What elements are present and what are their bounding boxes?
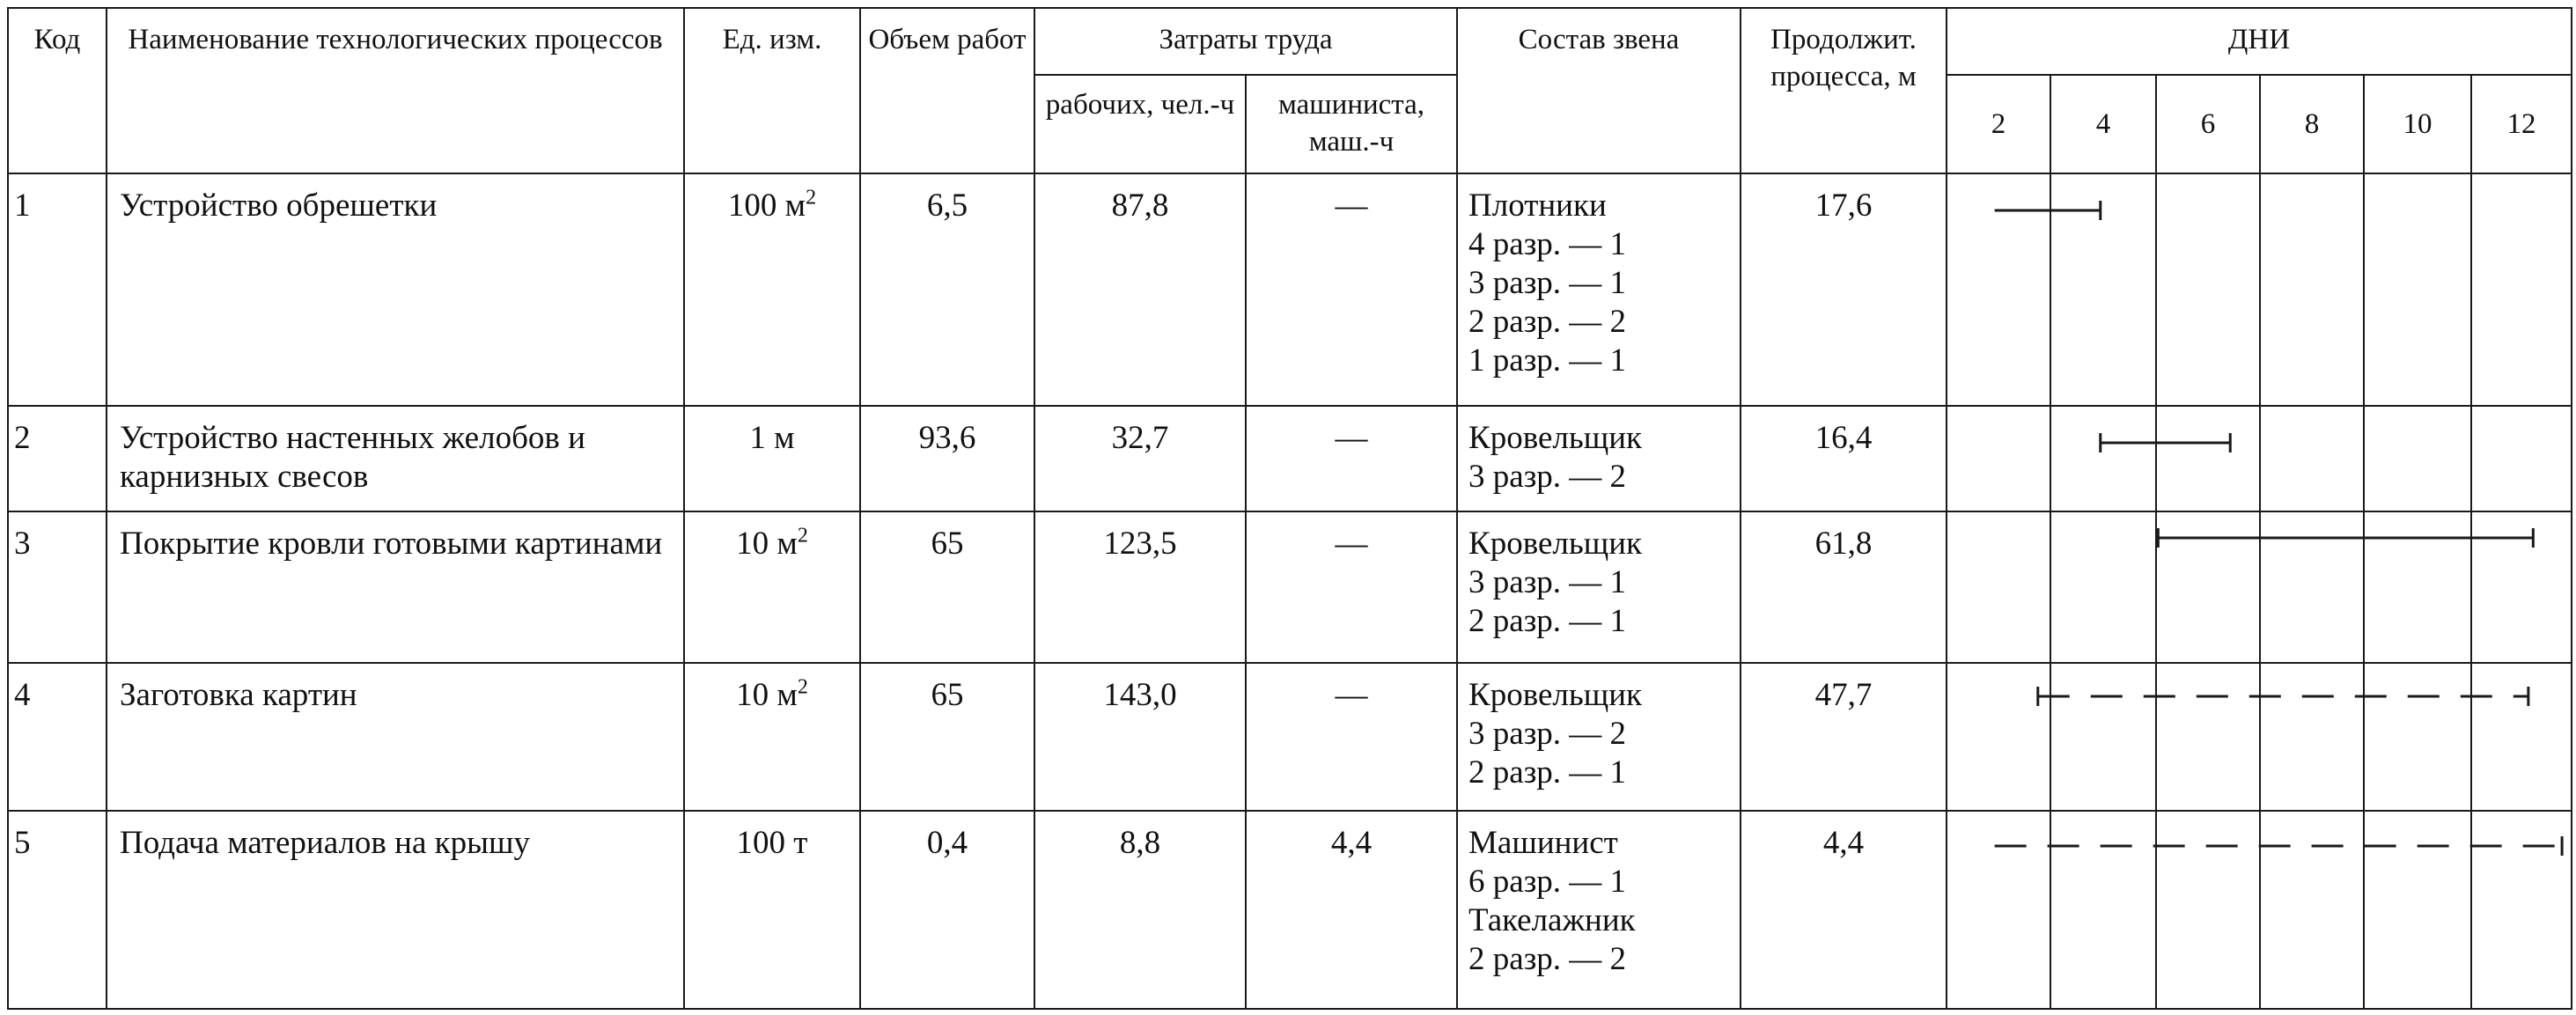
unit-base: 100 т (736, 825, 808, 861)
gantt-cell (1947, 511, 2050, 663)
row-volume: 0,4 (860, 811, 1034, 1009)
crew-line: Плотники (1468, 188, 1607, 224)
day-label: 8 (2260, 75, 2364, 173)
gantt-cell (2364, 406, 2471, 511)
table-row (8, 811, 2572, 1009)
gantt-cell (2471, 406, 2572, 511)
crew-line: 3 разр. — 2 (1468, 716, 1627, 752)
header-labor: Затраты труда (1034, 8, 1457, 75)
gantt-cell (1947, 173, 2050, 406)
row-unit (684, 663, 860, 811)
gantt-cell (2260, 173, 2364, 406)
unit-base: 10 м (736, 677, 798, 713)
header-days: ДНИ (1947, 8, 2572, 75)
gantt-cell (2050, 811, 2156, 1009)
gantt-cell (2260, 511, 2364, 663)
row-duration: 17,6 (1741, 173, 1947, 406)
row-duration: 61,8 (1741, 511, 1947, 663)
gantt-cell (2471, 511, 2572, 663)
row-unit (684, 511, 860, 663)
crew-line: 1 разр. — 1 (1468, 342, 1627, 379)
unit-base: 10 м (736, 526, 798, 562)
gantt-cell (2260, 811, 2364, 1009)
row-workers: 143,0 (1034, 663, 1246, 811)
gantt-cell (2156, 663, 2260, 811)
row-code: 1 (8, 173, 107, 406)
day-label: 12 (2471, 75, 2572, 173)
row-volume: 65 (860, 511, 1034, 663)
row-code: 4 (8, 663, 107, 811)
unit-sup: 2 (806, 186, 817, 210)
row-crew (1457, 511, 1741, 663)
gantt-cell (2050, 173, 2156, 406)
unit-base: 1 м (749, 420, 795, 456)
row-name: Покрытие кровли готовыми картинами (107, 511, 684, 663)
row-name: Устройство обрешетки (107, 173, 684, 406)
header-duration: Продолжит. процесса, м (1741, 8, 1947, 173)
gantt-cell (1947, 406, 2050, 511)
row-volume: 6,5 (860, 173, 1034, 406)
crew-line: Такелажник (1468, 902, 1636, 938)
row-machinist: — (1246, 406, 1457, 511)
gantt-cell (2471, 663, 2572, 811)
gantt-cell (1947, 811, 2050, 1009)
crew-line: 3 разр. — 1 (1468, 564, 1627, 600)
gantt-cell (2156, 173, 2260, 406)
gantt-cell (2050, 511, 2156, 663)
row-volume: 65 (860, 663, 1034, 811)
row-name: Заготовка картин (107, 663, 684, 811)
row-code: 5 (8, 811, 107, 1009)
row-duration: 4,4 (1741, 811, 1947, 1009)
header-machinist: машиниста, маш.-ч (1246, 75, 1457, 173)
table-row (8, 173, 2572, 406)
row-workers: 32,7 (1034, 406, 1246, 511)
row-unit (684, 173, 860, 406)
header-workers: рабочих, чел.-ч (1034, 75, 1246, 173)
row-unit (684, 406, 860, 511)
row-crew (1457, 406, 1741, 511)
row-name: Устройство настенных желобов и карнизных свесов (107, 406, 684, 511)
row-crew (1457, 173, 1741, 406)
crew-line: Кровельщик (1468, 677, 1642, 713)
gantt-cell (2156, 406, 2260, 511)
header-code: Код (8, 8, 107, 173)
gantt-cell (2364, 663, 2471, 811)
row-crew (1457, 663, 1741, 811)
gantt-cell (2156, 811, 2260, 1009)
crew-line: 6 разр. — 1 (1468, 864, 1627, 900)
crew-line: 3 разр. — 2 (1468, 459, 1627, 495)
table-row (8, 406, 2572, 511)
crew-line: 4 разр. — 1 (1468, 226, 1627, 262)
unit-sup: 2 (797, 524, 808, 548)
header-volume: Объем работ (860, 8, 1034, 173)
gantt-cell (2260, 406, 2364, 511)
row-unit (684, 811, 860, 1009)
gantt-cell (2260, 663, 2364, 811)
unit-base: 100 м (727, 188, 806, 224)
row-machinist: — (1246, 173, 1457, 406)
gantt-cell (1947, 663, 2050, 811)
gantt-cell (2050, 406, 2156, 511)
crew-line: Машинист (1468, 825, 1618, 861)
work-schedule-table (7, 7, 2572, 1010)
gantt-cell (2050, 663, 2156, 811)
day-label: 2 (1947, 75, 2050, 173)
row-name: Подача материалов на крышу (107, 811, 684, 1009)
gantt-cell (2471, 811, 2572, 1009)
row-machinist: 4,4 (1246, 811, 1457, 1009)
row-volume: 93,6 (860, 406, 1034, 511)
header-crew: Состав звена (1457, 8, 1741, 173)
gantt-cell (2364, 173, 2471, 406)
gantt-cell (2156, 511, 2260, 663)
gantt-cell (2364, 511, 2471, 663)
crew-line: 2 разр. — 2 (1468, 941, 1627, 977)
row-workers: 87,8 (1034, 173, 1246, 406)
table-row (8, 663, 2572, 811)
gantt-cell (2364, 811, 2471, 1009)
row-duration: 16,4 (1741, 406, 1947, 511)
crew-line: Кровельщик (1468, 420, 1642, 456)
header-unit: Ед. изм. (684, 8, 860, 173)
row-workers: 8,8 (1034, 811, 1246, 1009)
header-row-top (8, 8, 2572, 75)
crew-line: 3 разр. — 1 (1468, 265, 1627, 301)
crew-line: Кровельщик (1468, 526, 1642, 562)
table-row (8, 511, 2572, 663)
crew-line: 2 разр. — 1 (1468, 603, 1627, 639)
row-code: 2 (8, 406, 107, 511)
row-code: 3 (8, 511, 107, 663)
day-label: 4 (2050, 75, 2156, 173)
crew-line: 2 разр. — 1 (1468, 754, 1627, 791)
crew-line: 2 разр. — 2 (1468, 304, 1627, 340)
row-duration: 47,7 (1741, 663, 1947, 811)
row-workers: 123,5 (1034, 511, 1246, 663)
gantt-cell (2471, 173, 2572, 406)
unit-sup: 2 (797, 675, 808, 699)
day-label: 10 (2364, 75, 2471, 173)
row-crew (1457, 811, 1741, 1009)
header-process: Наименование технологических процессов (107, 8, 684, 173)
row-machinist: — (1246, 663, 1457, 811)
row-machinist: — (1246, 511, 1457, 663)
day-label: 6 (2156, 75, 2260, 173)
